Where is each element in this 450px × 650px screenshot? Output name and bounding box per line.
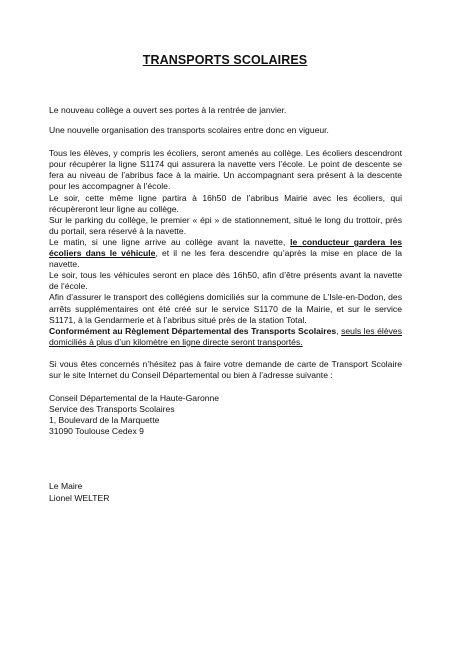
regulation-sep: , [336,325,342,336]
address-line: 31090 Toulouse Cedex 9 [49,426,144,437]
signature-name: Lionel WELTER [49,492,110,503]
paragraph-morning [49,237,402,270]
signature-role: Le Maire [49,481,83,492]
paragraph-regulation [49,326,402,348]
paragraph-opening: Le nouveau collège a ouvert ses portes à la rentrée de janvier. [49,105,287,115]
paragraph-evening: Le soir, cette même ligne partira à 16h50 de l’abribus Mairie avec les écoliers, qui récupèreront leur ligne au collège. [49,192,402,214]
address-block [49,393,402,437]
paragraph-organisation: Une nouvelle organisation des transports scolaires entre donc en vigueur. [49,125,329,136]
paragraph-vehicles: Le soir, tous les véhicules seront en place dès 16h50, afin d’être présents avant la navette de l’école. [49,270,402,292]
address-line: Service des Transports Scolaires [49,404,175,415]
signature-block [49,481,402,503]
regulation-underline: seuls les élèves domiciliés à plus d’un kilomètre en ligne directe seront transportés. [49,325,402,347]
address-line: 1, Boulevard de la Marquette [49,415,160,426]
paragraph-parking: Sur le parking du collège, le premier « épi » de stationnement, situé le long du trottoir, près du portail, sera réservé à la navette. [49,214,402,236]
paragraph-request: Si vous êtes concernés n’hésitez pas à faire votre demande de carte de Transport Scolaire sur le site Internet du Conseil Départemental ou bien à l’adresse suivante : [49,358,402,380]
morning-driver-emphasis: le conducteur gardera les écoliers dans le véhicule [49,236,402,259]
morning-text-c: , et il ne les fera descendre qu’après la mise en place de la navette. [49,248,402,270]
paragraph-stops: Afin d’assurer le transport des collégiens domiciliés sur la commune de L’Isle-en-Dodon, des arrêts supplémentaires ont été créé sur le service S1170 de la Mairie, et sur le service S1171, à la Gendarmerie et à l’abribus situé près de la station Total. [49,292,402,325]
address-line: Conseil Départemental de la Haute-Garonne [49,393,220,404]
regulation-bold: Conformément au Règlement Départemental des Transports Scolaires [49,325,337,336]
document-body [49,105,402,504]
document-title: TRANSPORTS SCOLAIRES [142,53,308,67]
paragraph-students: Tous les élèves, y compris les écoliers, seront amenés au collège. Les écoliers descendront pour récupérer la ligne S1174 qui assurera la navette vers l’école. Le point de descente se fera au niveau de l’abribus face à la mairie. Un accompagnant sera présent à la descente pour les accompagner à l’école. [49,148,402,192]
morning-text-a: Le matin, si une ligne arrive au collège avant la navette, [49,236,291,247]
